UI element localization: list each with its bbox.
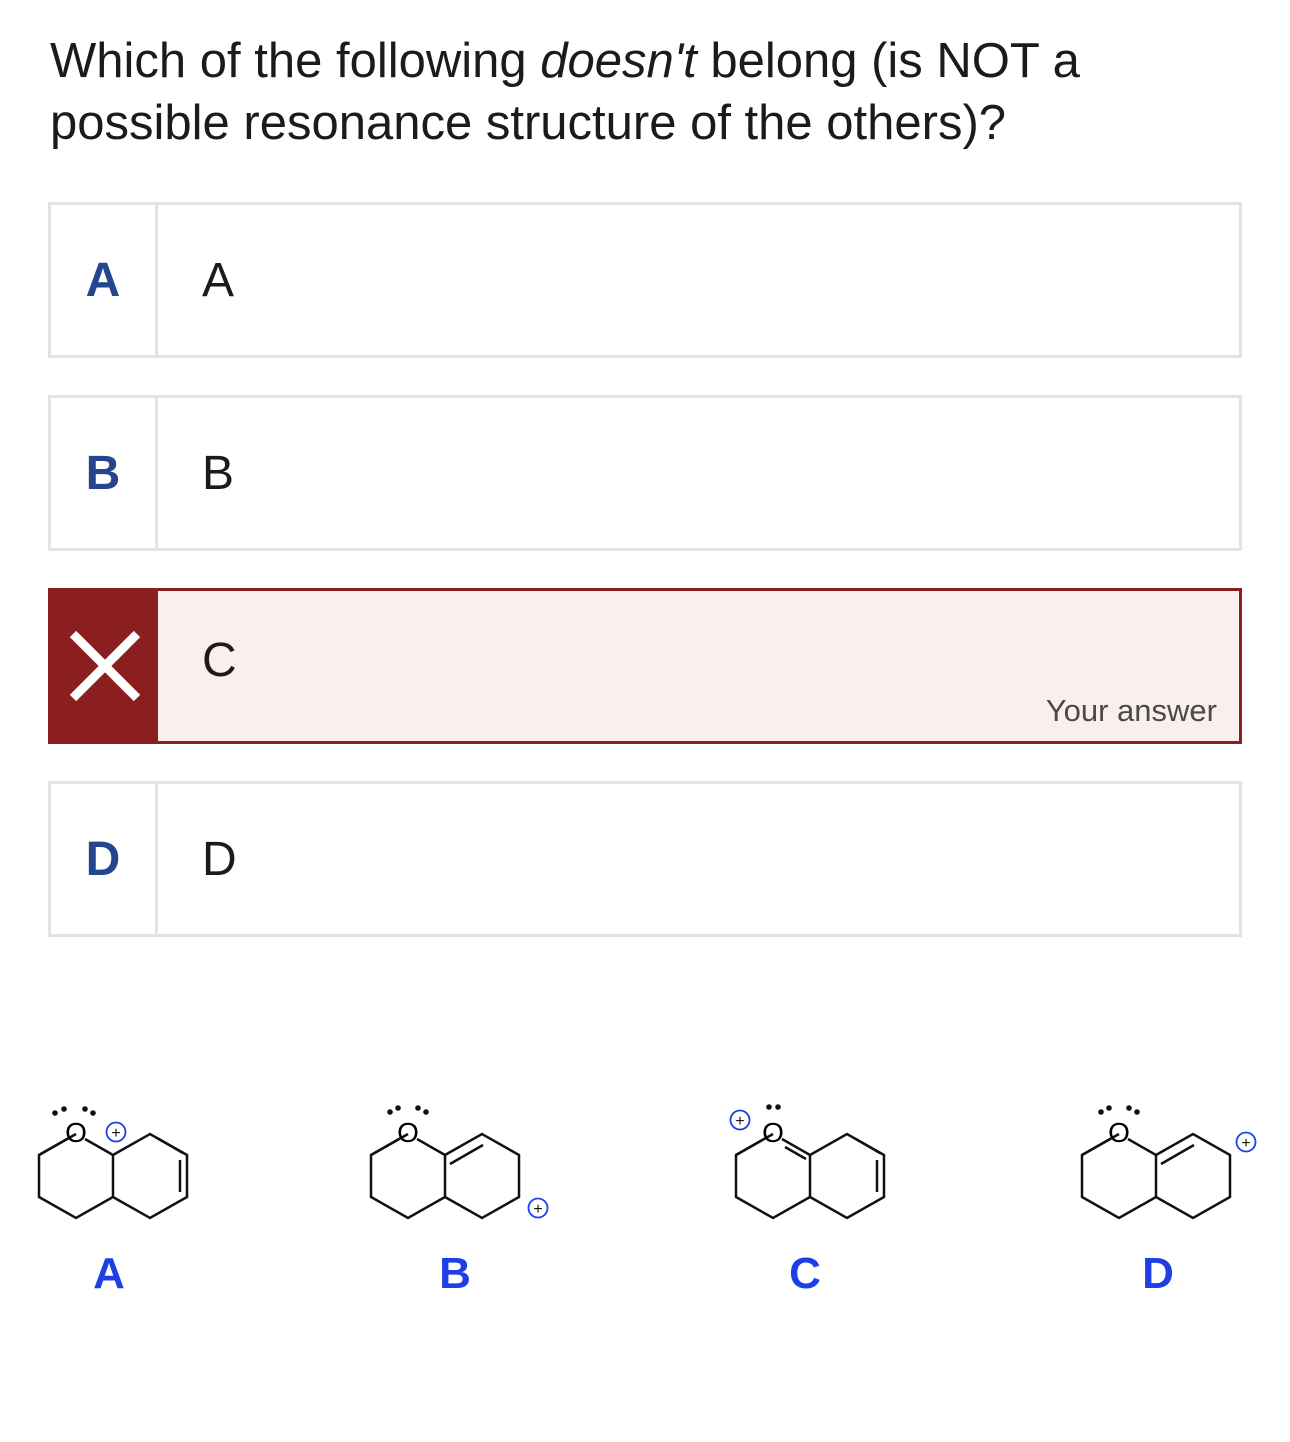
your-answer-note: Your answer <box>1045 693 1217 728</box>
svg-text:+: + <box>735 1113 745 1130</box>
option-key: A <box>51 205 158 355</box>
oxygen-atom: O <box>397 1117 419 1148</box>
option-label: C <box>202 633 237 687</box>
svg-text:+: + <box>111 1125 121 1142</box>
option-b[interactable] <box>48 395 1242 551</box>
close-x-icon <box>67 628 143 704</box>
structure-letter: D <box>1142 1249 1174 1298</box>
option-d[interactable] <box>48 781 1242 937</box>
question-emphasis: doesn't <box>540 34 697 88</box>
option-c-selected-wrong[interactable] <box>48 588 1242 744</box>
option-a[interactable] <box>48 202 1242 358</box>
oxygen-atom: O <box>65 1117 87 1148</box>
structure-b <box>371 1105 548 1298</box>
structure-letter: A <box>93 1249 125 1298</box>
structure-letter: B <box>439 1249 471 1298</box>
option-label: D <box>202 832 237 886</box>
incorrect-icon <box>51 591 158 741</box>
oxygen-atom: O <box>1108 1117 1130 1148</box>
option-label: A <box>202 253 235 307</box>
svg-text:+: + <box>533 1201 543 1218</box>
structure-a <box>39 1106 187 1298</box>
question-text: Which of the following doesn't belong (is NOT a possible resonance structure of the others)? <box>50 34 1080 150</box>
structure-c <box>731 1104 885 1298</box>
structure-letter: C <box>789 1249 821 1298</box>
oxygen-atom: O <box>762 1117 784 1148</box>
structure-d <box>1082 1105 1256 1298</box>
option-key: B <box>51 398 158 548</box>
svg-text:+: + <box>1241 1135 1251 1152</box>
resonance-structures <box>0 1080 1290 1320</box>
option-label: B <box>202 446 235 500</box>
option-key: D <box>51 784 158 934</box>
